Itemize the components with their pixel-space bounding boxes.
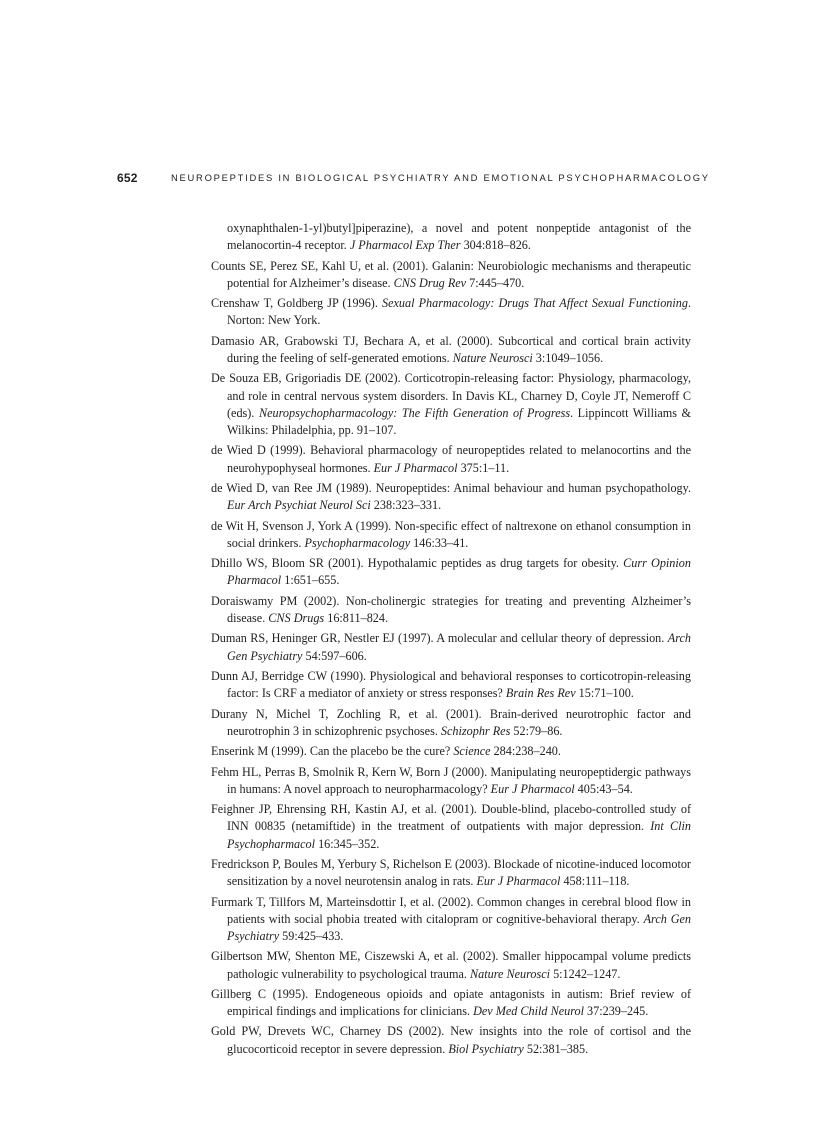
reference-entry: Fredrickson P, Boules M, Yerbury S, Richelson E (2003). Blockade of nicotine-induced locomotor sensitization by a novel neurotensin analog in rats. Eur J Pharmacol 458:111–118. (211, 856, 691, 889)
journal-title: CNS Drug Rev (393, 275, 467, 290)
reference-entry: de Wied D (1999). Behavioral pharmacology of neuropeptides related to melanocortins and the neurohypophyseal hormones. Eur J Pharmacol 375:1–11. (211, 443, 691, 475)
journal-title: Eur J Pharmacol (373, 460, 458, 475)
reference-entry: Doraiswamy PM (2002). Non-cholinergic strategies for treating and preventing Alzheimer’s disease. CNS Drugs 16:811–824. (211, 593, 691, 625)
reference-list (211, 220, 691, 1061)
journal-title: Dev Med Child Neurol (473, 1004, 584, 1019)
reference-entry: Durany N, Michel T, Zochling R, et al. (2001). Brain-derived neurotrophic factor and neurotrophin 3 in schizophrenic psychoses. Schizophr Res 52:79–86. (211, 706, 691, 738)
reference-entry: de Wied D, van Ree JM (1989). Neuropeptides: Animal behaviour and human psychopathology. Eur Arch Psychiat Neurol Sci 238:323–331. (211, 480, 691, 513)
page-number: 652 (117, 171, 138, 185)
reference-entry: oxynaphthalen-1-yl)butyl]piperazine), a novel and potent nonpeptide antagonist of the melanocortin-4 receptor. J Pharmacol Exp Ther 304:818–826. (227, 221, 691, 253)
running-head: NEUROPEPTIDES IN BIOLOGICAL PSYCHIATRY AND EMOTIONAL PSYCHOPHARMACOLOGY (171, 172, 710, 183)
journal-title: Eur J Pharmacol (490, 781, 575, 796)
journal-title: Neuropsychopharmacology: The Fifth Generation of Progress (258, 405, 571, 420)
journal-title: Biol Psychiatry (448, 1041, 524, 1056)
journal-title: CNS Drugs (268, 610, 325, 625)
journal-title: Nature Neurosci (470, 966, 551, 981)
reference-entry: Fehm HL, Perras B, Smolnik R, Kern W, Born J (2000). Manipulating neuropeptidergic pathways in humans: A novel approach to neuropharmacology? Eur J Pharmacol 405:43–54. (211, 764, 691, 796)
reference-entry: Furmark T, Tillfors M, Marteinsdottir I, et al. (2002). Common changes in cerebral blood flow in patients with social phobia treated with citalopram or cognitive-behavioral therapy. Arch Gen Psychiatry 59:425–433. (211, 894, 692, 943)
reference-entry: Gillberg C (1995). Endogeneous opioids and opiate antagonists in autism: Brief review of empirical findings and implications for clinicians. Dev Med Child Neurol 37:239–245. (211, 986, 691, 1019)
reference-entry: Gilbertson MW, Shenton ME, Ciszewski A, et al. (2002). Smaller hippocampal volume predicts pathologic vulnerability to psychological trauma. Nature Neurosci 5:1242–1247. (211, 949, 691, 981)
reference-entry: De Souza EB, Grigoriadis DE (2002). Corticotropin-releasing factor: Physiology, pharmacology, and role in central nervous system disorders. In Davis KL, Charney D, Coyle JT, Nemeroff C (eds). Neuropsychopharmacology: The Fifth Generation of Progress. Lippincott Williams & Wilkins: Philadelphia, pp. 91–107. (211, 371, 691, 437)
journal-title: Int Clin Psychopharmacol (227, 819, 691, 851)
journal-title: Sexual Pharmacology: Drugs That Affect Sexual Functioning (382, 296, 688, 311)
reference-entry: Dhillo WS, Bloom SR (2001). Hypothalamic peptides as drug targets for obesity. Curr Opinion Pharmacol 1:651–655. (211, 556, 691, 588)
journal-title: Eur Arch Psychiat Neurol Sci (227, 498, 371, 513)
reference-entry: de Wit H, Svenson J, York A (1999). Non-specific effect of naltrexone on ethanol consumption in social drinkers. Psychopharmacology 146:33–41. (211, 518, 691, 550)
journal-title: Curr Opinion Pharmacol (227, 556, 691, 588)
reference-entry: Crenshaw T, Goldberg JP (1996). Sexual Pharmacology: Drugs That Affect Sexual Functioning. Norton: New York. (211, 296, 691, 328)
reference-entry: Gold PW, Drevets WC, Charney DS (2002). New insights into the role of cortisol and the glucocorticoid receptor in severe depression. Biol Psychiatry 52:381–385. (211, 1024, 691, 1056)
reference-entry: Counts SE, Perez SE, Kahl U, et al. (2001). Galanin: Neurobiologic mechanisms and therapeutic potential for Alzheimer’s disease. CNS Drug Rev 7:445–470. (211, 258, 691, 290)
journal-title: J Pharmacol Exp Ther (349, 238, 461, 253)
reference-entry: Enserink M (1999). Can the placebo be the cure? Science 284:238–240. (211, 744, 561, 759)
journal-title: Psychopharmacology (304, 535, 411, 550)
reference-entry: Dunn AJ, Berridge CW (1990). Physiological and behavioral responses to corticotropin-releasing factor: Is CRF a mediator of anxiety or stress responses? Brain Res Rev 15:71–100. (211, 668, 691, 701)
reference-entry: Duman RS, Heninger GR, Nestler EJ (1997). A molecular and cellular theory of depression. Arch Gen Psychiatry 54:597–606. (211, 631, 691, 663)
journal-title: Brain Res Rev (505, 686, 576, 701)
reference-entry: Feighner JP, Ehrensing RH, Kastin AJ, et al. (2001). Double-blind, placebo-controlled study of INN 00835 (netamiftide) in the treatment of outpatients with major depression. Int Clin Psychopharmacol 16:345–352. (211, 802, 691, 851)
journal-title: Science (453, 744, 491, 759)
journal-title: Nature Neurosci (452, 350, 533, 365)
journal-title: Eur J Pharmacol (476, 874, 561, 889)
reference-entry: Damasio AR, Grabowski TJ, Bechara A, et al. (2000). Subcortical and cortical brain activity during the feeling of self-generated emotions. Nature Neurosci 3:1049–1056. (211, 333, 691, 365)
journal-title: Arch Gen Psychiatry (227, 911, 692, 943)
journal-title: Schizophr Res (440, 723, 511, 738)
journal-title: Arch Gen Psychiatry (227, 631, 691, 663)
